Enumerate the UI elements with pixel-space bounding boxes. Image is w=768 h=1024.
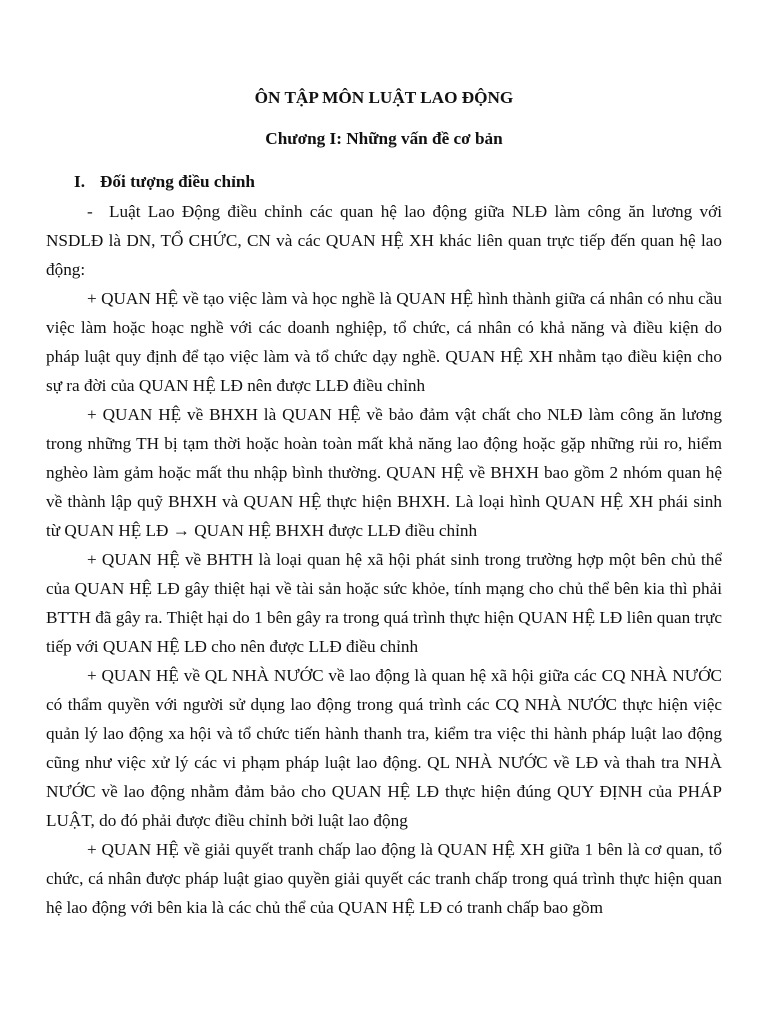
paragraph-damage-compensation: + QUAN HỆ về BHTH là loại quan hệ xã hội phát sinh trong trường hợp một bên chủ thể của QUAN HỆ LĐ gây thiệt hại về tài sản hoặc sức khỏe, tính mạng cho chủ thể bên kia thì phải BTTH đã gây ra. Thiệt hại do 1 bên gây ra trong quá trình thực hiện QUAN HỆ LĐ liên quan trực tiếp với QUAN HỆ LĐ cho nên được LLĐ điều chỉnh (46, 550, 722, 656)
chapter-heading: Chương I: Những vấn đề cơ bản (265, 129, 503, 148)
section-title: Đối tượng điều chỉnh (100, 172, 255, 191)
paragraph-social-insurance: + QUAN HỆ về BHXH là QUAN HỆ về bảo đảm vật chất cho NLĐ làm công ăn lương trong những TH bị tạm thời hoặc hoàn toàn mất khả năng lao động hoặc gặp những rủi ro, hiểm nghèo làm gảm hoặc mất thu nhập bình thường. QUAN HỆ về BHXH bao gồm 2 nhóm quan hệ về thành lập quỹ BHXH và QUAN HỆ thực hiện BHXH. Là loại hình QUAN HỆ XH phái sinh từ QUAN HỆ LĐ → QUAN HỆ BHXH được LLĐ điều chỉnh (46, 405, 722, 540)
paragraph-employment-training: + QUAN HỆ về tạo việc làm và học nghề là QUAN HỆ hình thành giữa cá nhân có nhu cầu việc làm hoặc hoạc nghề với các doanh nghiệp, tổ chức, cá nhân có khả năng và điều kiện do pháp luật quy định để tạo việc làm và tổ chức dạy nghề. QUAN HỆ XH nhằm tạo điều kiện cho sự ra đời của QUAN HỆ LĐ nên được LLĐ điều chỉnh (46, 289, 722, 395)
section-number: I. (74, 172, 85, 191)
dash-marker: - (87, 202, 93, 221)
document-title: ÔN TẬP MÔN LUẬT LAO ĐỘNG (254, 88, 514, 107)
section-heading (46, 170, 722, 194)
paragraph-dispute-resolution: + QUAN HỆ về giải quyết tranh chấp lao động là QUAN HỆ XH giữa 1 bên là cơ quan, tổ chức, cá nhân được pháp luật giao quyền giải quyết các tranh chấp trong quá trình thực hiện quan hệ lao động với bên kia là các chủ thể của QUAN HỆ LĐ có tranh chấp bao gồm (46, 840, 722, 917)
paragraph-intro (46, 197, 722, 284)
paragraph-state-management: + QUAN HỆ về QL NHÀ NƯỚC về lao động là quan hệ xã hội giữa các CQ NHÀ NƯỚC có thẩm quyền với người sử dụng lao động trong quá trình các CQ NHÀ NƯỚC thực hiện việc quản lý lao động xa hội và tổ chức tiến hành thanh tra, kiểm tra việc thi hành pháp luật lao động cũng như việc xử lý các vi phạm pháp luật lao động. QL NHÀ NƯỚC về LĐ và thah tra NHÀ NƯỚC về lao động nhằm đảm bảo cho QUAN HỆ LĐ thực hiện đúng QUY ĐỊNH của PHÁP LUẬT, do đó phải được điều chỉnh bởi luật lao động (46, 666, 722, 830)
paragraph-text: Luật Lao Động điều chỉnh các quan hệ lao động giữa NLĐ làm công ăn lương với NSDLĐ là DN, TỔ CHỨC, CN và các QUAN HỆ XH khác liên quan trực tiếp đến quan hệ lao động: (46, 202, 722, 279)
